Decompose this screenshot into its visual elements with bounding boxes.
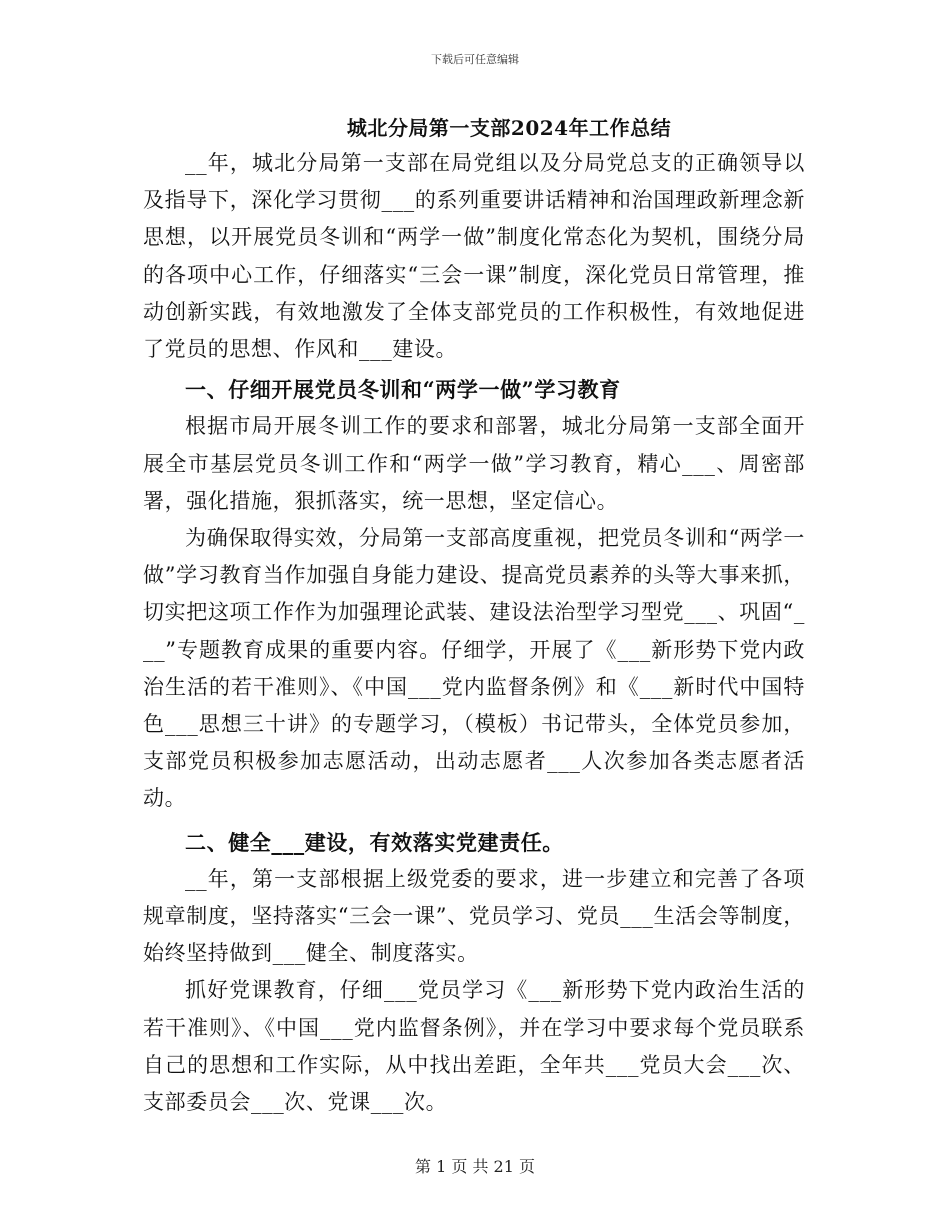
document-body (143, 111, 805, 1121)
section-2-heading: 二、健全___建设，有效落实党建责任。 (185, 829, 564, 855)
intro-paragraph: __年，城北分局第一支部在局党组以及分局党总支的正确领导以及指导下，深化学习贯彻___的系列重要讲话精神和治国理政新理念新思想，以开展党员冬训和“两学一做”制度化常态化为契机，围绕分局的各项中心工作，仔细落实“三会一课”制度，深化党员日常管理，推动创新实践，有效地激发了全体支部党员的工作积极性，有效地促进了党员的思想、作风和___建设。 (143, 151, 805, 362)
section-2-paragraph-2: 抓好党课教育，仔细___党员学习《___新形势下党内政治生活的若干准则》、《中国___党内监督条例》，并在学习中要求每个党员联系自己的思想和工作实际，从中找出差距，全年共___党员大会___次、支部委员会___次、党课___次。 (143, 978, 805, 1115)
section-1-paragraph-1: 根据市局开展冬训工作的要求和部署，城北分局第一支部全面开展全市基层党员冬训工作和“两学一做”学习教育，精心___、周密部署，强化措施，狠抓落实，统一思想，坚定信心。 (143, 414, 805, 513)
document-title: 城北分局第一支部2024年工作总结 (346, 116, 672, 140)
page-header-note: 下载后可任意编辑 (431, 53, 519, 66)
page-footer: 第 1 页 共 21 页 (415, 1157, 535, 1176)
section-2-paragraph-1: __年，第一支部根据上级党委的要求，进一步建立和完善了各项规章制度，坚持落实“三会一课”、党员学习、党员___生活会等制度，始终坚持做到___健全、制度落实。 (143, 866, 805, 966)
section-1-paragraph-2: 为确保取得实效，分局第一支部高度重视，把党员冬训和“两学一做”学习教育当作加强自身能力建设、提高党员素养的头等大事来抓，切实把这项工作作为加强理论武装、建设法治型学习型党___、巩固“___”专题教育成果的重要内容。仔细学，开展了《___新形势下党内政治生活的若干准则》、《中国___党内监督条例》和《___新时代中国特色___思想三十讲》的专题学习，（模板）书记带头，全体党员参加，支部党员积极参加志愿活动，出动志愿者___人次参加各类志愿者活动。 (143, 526, 805, 811)
section-1-heading: 一、仔细开展党员冬训和“两学一做”学习教育 (185, 377, 621, 403)
